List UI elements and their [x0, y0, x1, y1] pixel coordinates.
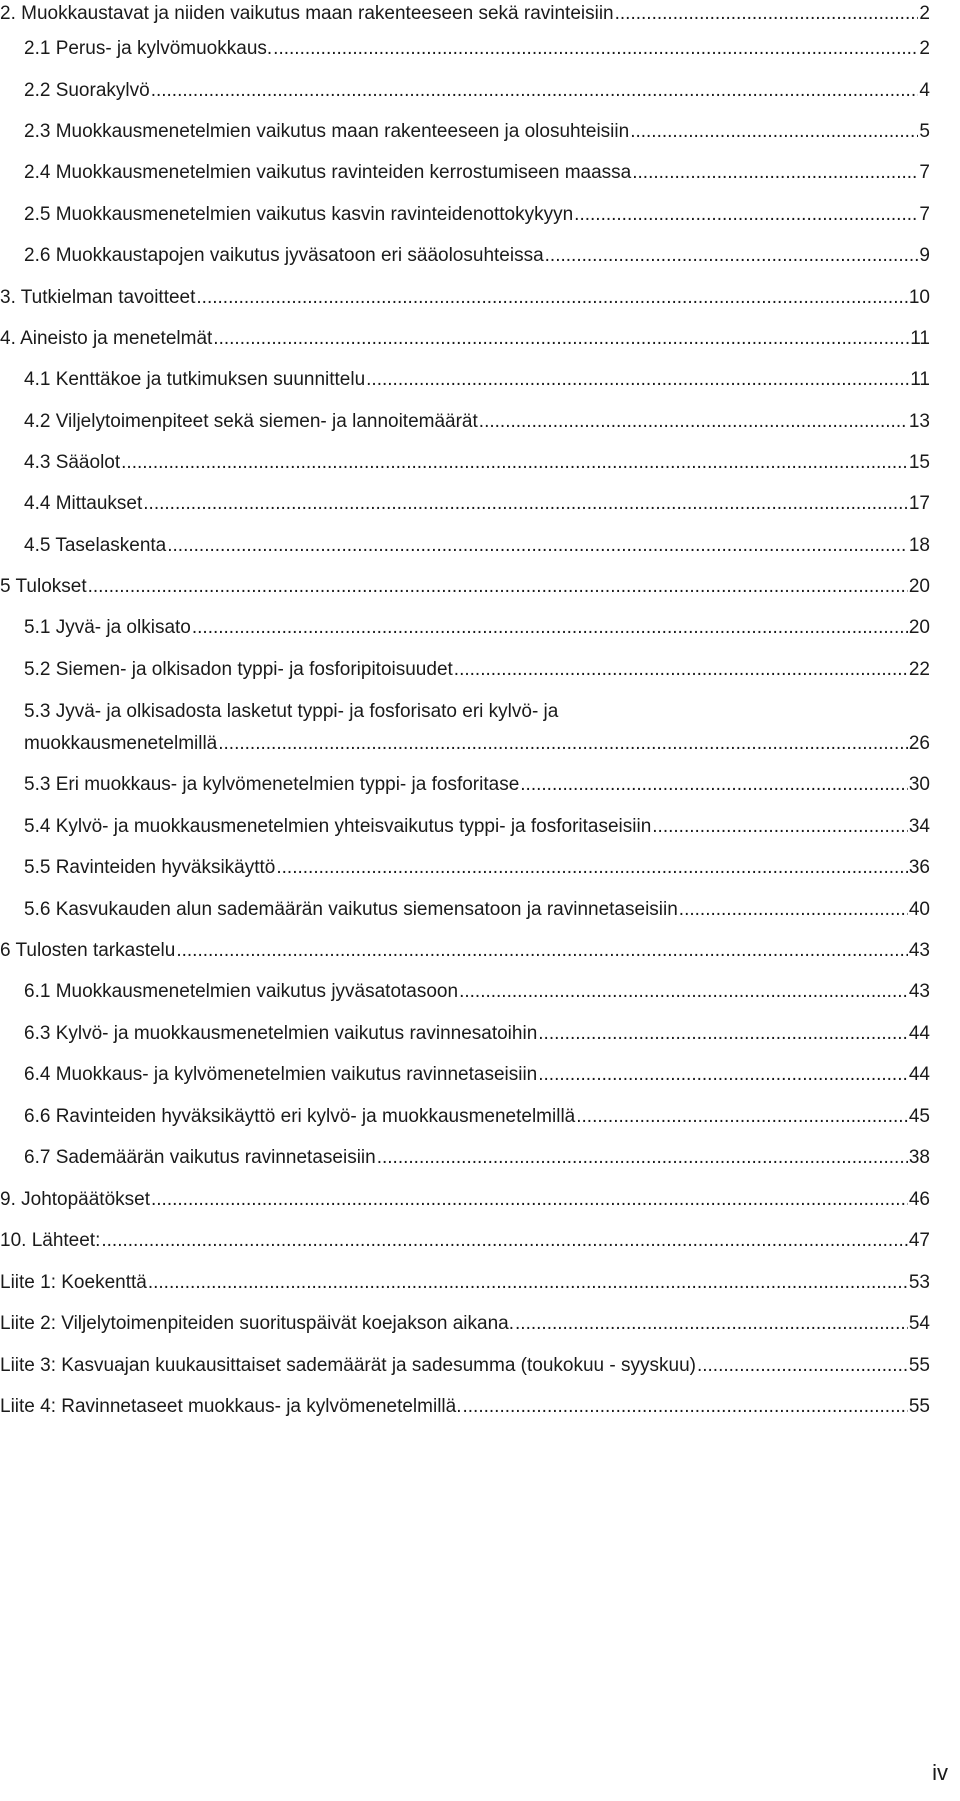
toc-page-number: 2 — [919, 38, 930, 59]
toc-leader-dots — [574, 203, 918, 227]
toc-entry-title: 5.1 Jyvä- ja olkisato — [24, 617, 191, 638]
page-number: iv — [932, 1760, 948, 1785]
toc-page-number: 53 — [908, 1272, 930, 1293]
toc-page-number: 22 — [908, 659, 930, 680]
toc-page-number: 15 — [908, 452, 930, 473]
toc-leader-dots — [167, 534, 908, 558]
toc-entry[interactable] — [24, 616, 930, 640]
toc-page-number: 7 — [919, 162, 930, 183]
toc-leader-dots — [479, 410, 908, 434]
toc-page-number: 34 — [908, 816, 930, 837]
toc-page-number: 44 — [908, 1023, 930, 1044]
toc-entry[interactable] — [0, 939, 930, 963]
toc-entry-title: 2.1 Perus- ja kylvömuokkaus. — [24, 38, 273, 59]
toc-page-number: 45 — [908, 1106, 930, 1127]
toc-entry[interactable] — [24, 79, 930, 103]
toc-page-number: 30 — [908, 774, 930, 795]
toc-entry-title: 2. Muokkaustavat ja niiden vaikutus maan rakenteeseen sekä ravinteisiin — [0, 3, 614, 24]
toc-entry[interactable] — [24, 1105, 930, 1129]
toc-entry[interactable] — [0, 1354, 930, 1378]
toc-page-number: 11 — [910, 328, 930, 349]
toc-entry-title: 2.5 Muokkausmenetelmien vaikutus kasvin ravinteidenottokykyyn — [24, 204, 574, 225]
toc-entry[interactable] — [0, 1271, 930, 1295]
toc-entry-title: 6.3 Kylvö- ja muokkausmenetelmien vaikutus ravinnesatoihin — [24, 1023, 538, 1044]
toc-entry-title: 4.1 Kenttäkoe ja tutkimuksen suunnittelu — [24, 369, 366, 390]
toc-entry[interactable] — [24, 856, 930, 880]
toc-entry-title: 5.3 Jyvä- ja olkisadosta lasketut typpi- ja fosforisato eri kylvö- ja — [24, 701, 559, 722]
toc-entry[interactable] — [24, 492, 930, 516]
toc-entry-title: Liite 3: Kasvuajan kuukausittaiset sademäärät ja sadesumma (toukokuu - syyskuu) — [0, 1355, 696, 1376]
toc-entry-title: 6.1 Muokkausmenetelmien vaikutus jyväsatotasoon — [24, 981, 459, 1002]
toc-leader-dots — [273, 37, 918, 61]
toc-entry[interactable] — [24, 773, 930, 797]
toc-entry-title: 6.7 Sademäärän vaikutus ravinnetaseisiin — [24, 1147, 376, 1168]
toc-entry[interactable] — [0, 1188, 930, 1212]
toc-entry-title: 5.2 Siemen- ja olkisadon typpi- ja fosforipitoisuudet — [24, 659, 453, 680]
toc-page-number: 47 — [908, 1230, 930, 1251]
toc-page-number: 55 — [908, 1355, 930, 1376]
toc-page-number: 9 — [919, 245, 930, 266]
toc-leader-dots — [463, 1395, 908, 1419]
toc-leader-dots — [545, 244, 919, 268]
toc-leader-dots — [366, 368, 909, 392]
toc-entry[interactable] — [24, 203, 930, 227]
toc-page-number: 17 — [908, 493, 930, 514]
toc-entry-title: 4.5 Taselaskenta — [24, 535, 167, 556]
toc-page-number: 55 — [908, 1396, 930, 1417]
toc-entry-title: 4.2 Viljelytoimenpiteet sekä siemen- ja lannoitemäärät — [24, 411, 478, 432]
toc-leader-dots — [576, 1105, 908, 1129]
toc-page-number: 26 — [908, 733, 930, 754]
toc-leader-dots — [679, 898, 908, 922]
toc-page-number: 38 — [908, 1147, 930, 1168]
toc-entry[interactable] — [24, 120, 930, 144]
toc-leader-dots — [515, 1312, 908, 1336]
toc-entry[interactable] — [0, 2, 930, 26]
toc-leader-dots — [538, 1063, 908, 1087]
toc-entry-title: 2.4 Muokkausmenetelmien vaikutus ravinteiden kerrostumiseen maassa — [24, 162, 632, 183]
toc-entry-title: 2.2 Suorakylvö — [24, 80, 150, 101]
toc-entry-title: 10. Lähteet: — [0, 1230, 101, 1251]
toc-entry-title: 4.3 Sääolot — [24, 452, 121, 473]
toc-page-number: 40 — [908, 899, 930, 920]
toc-page-number: 43 — [908, 981, 930, 1002]
toc-leader-dots — [218, 732, 908, 756]
toc-entry-title: muokkausmenetelmillä — [24, 733, 218, 754]
toc-entry[interactable] — [24, 1146, 930, 1170]
toc-entry[interactable] — [0, 575, 930, 599]
toc-entry[interactable] — [24, 980, 930, 1004]
toc-entry-title: 5.3 Eri muokkaus- ja kylvömenetelmien typpi- ja fosforitase — [24, 774, 520, 795]
toc-page-number: 20 — [908, 576, 930, 597]
toc-leader-dots — [151, 79, 919, 103]
toc-entry[interactable] — [0, 1395, 930, 1419]
toc-entry-title: 6 Tulosten tarkastelu — [0, 940, 176, 961]
toc-entry[interactable] — [0, 1312, 930, 1336]
toc-entry-title: 5.4 Kylvö- ja muokkausmenetelmien yhteisvaikutus typpi- ja fosforitaseisiin — [24, 816, 652, 837]
toc-page-number: 36 — [908, 857, 930, 878]
toc-leader-dots — [88, 575, 908, 599]
toc-page-number: 2 — [919, 3, 930, 24]
toc-leader-dots — [143, 492, 908, 516]
toc-page-number: 7 — [919, 204, 930, 225]
toc-page-number: 20 — [908, 617, 930, 638]
toc-entry-title: Liite 4: Ravinnetaseet muokkaus- ja kylvömenetelmillä. — [0, 1396, 462, 1417]
toc-page-number: 4 — [919, 80, 930, 101]
toc-entry-title: 5.5 Ravinteiden hyväksikäyttö — [24, 857, 276, 878]
toc-page-number: 18 — [908, 535, 930, 556]
toc-entry-title: 9. Johtopäätökset — [0, 1189, 150, 1210]
toc-leader-dots — [148, 1271, 908, 1295]
toc-leader-dots — [213, 327, 909, 351]
toc-entry[interactable] — [24, 898, 930, 922]
toc-entry[interactable] — [24, 815, 930, 839]
toc-entry[interactable] — [0, 327, 930, 351]
toc-page-number: 43 — [908, 940, 930, 961]
toc-entry-title: 5.6 Kasvukauden alun sademäärän vaikutus siemensatoon ja ravinnetaseisiin — [24, 899, 678, 920]
toc-entry-title: 6.4 Muokkaus- ja kylvömenetelmien vaikutus ravinnetaseisiin — [24, 1064, 538, 1085]
toc-leader-dots — [538, 1022, 908, 1046]
toc-entry-title: 3. Tutkielman tavoitteet — [0, 287, 196, 308]
toc-leader-dots — [630, 120, 918, 144]
toc-entry-title: 4. Aineisto ja menetelmät — [0, 328, 213, 349]
toc-leader-dots — [276, 856, 907, 880]
toc-leader-dots — [697, 1354, 908, 1378]
toc-entry[interactable] — [24, 161, 930, 185]
toc-leader-dots — [615, 2, 919, 26]
toc-leader-dots — [652, 815, 908, 839]
toc-entry[interactable] — [24, 700, 930, 756]
toc-entry-title: 2.3 Muokkausmenetelmien vaikutus maan rakenteeseen ja olosuhteisiin — [24, 121, 630, 142]
toc-leader-dots — [101, 1229, 907, 1253]
toc-leader-dots — [176, 939, 908, 963]
toc-entry[interactable] — [24, 244, 930, 268]
toc-entry-title: 6.6 Ravinteiden hyväksikäyttö eri kylvö- ja muokkausmenetelmillä — [24, 1106, 576, 1127]
toc-entry[interactable] — [24, 1022, 930, 1046]
toc-leader-dots — [151, 1188, 908, 1212]
toc-entry[interactable] — [24, 658, 930, 682]
toc-entry[interactable] — [0, 286, 930, 310]
toc-entry[interactable] — [24, 1063, 930, 1087]
toc-leader-dots — [520, 773, 908, 797]
toc-entry-title: 5 Tulokset — [0, 576, 87, 597]
toc-page-number: 46 — [908, 1189, 930, 1210]
toc-page-number: 5 — [919, 121, 930, 142]
toc-leader-dots — [196, 286, 907, 310]
toc-entry-title: 4.4 Mittaukset — [24, 493, 143, 514]
toc-entry-title: 2.6 Muokkaustapojen vaikutus jyväsatoon eri sääolosuhteissa — [24, 245, 544, 266]
toc-entry[interactable] — [0, 1229, 930, 1253]
toc-page-number: 13 — [908, 411, 930, 432]
toc-entry-title: Liite 2: Viljelytoimenpiteiden suorituspäivät koejakson aikana. — [0, 1313, 515, 1334]
toc-entry[interactable] — [24, 410, 930, 434]
toc-page-number: 44 — [908, 1064, 930, 1085]
toc-leader-dots — [121, 451, 908, 475]
toc-entry[interactable] — [24, 534, 930, 558]
toc-leader-dots — [459, 980, 908, 1004]
toc-leader-dots — [454, 658, 908, 682]
toc-leader-dots — [192, 616, 908, 640]
toc-page-number: 11 — [910, 369, 930, 390]
toc-page-number: 54 — [908, 1313, 930, 1334]
toc-page-number: 10 — [908, 287, 930, 308]
toc-entry-title: Liite 1: Koekenttä — [0, 1272, 147, 1293]
toc-entry[interactable] — [24, 37, 930, 61]
toc-leader-dots — [377, 1146, 908, 1170]
toc-entry[interactable] — [24, 368, 930, 392]
toc-entry[interactable] — [24, 451, 930, 475]
toc-leader-dots — [632, 161, 918, 185]
